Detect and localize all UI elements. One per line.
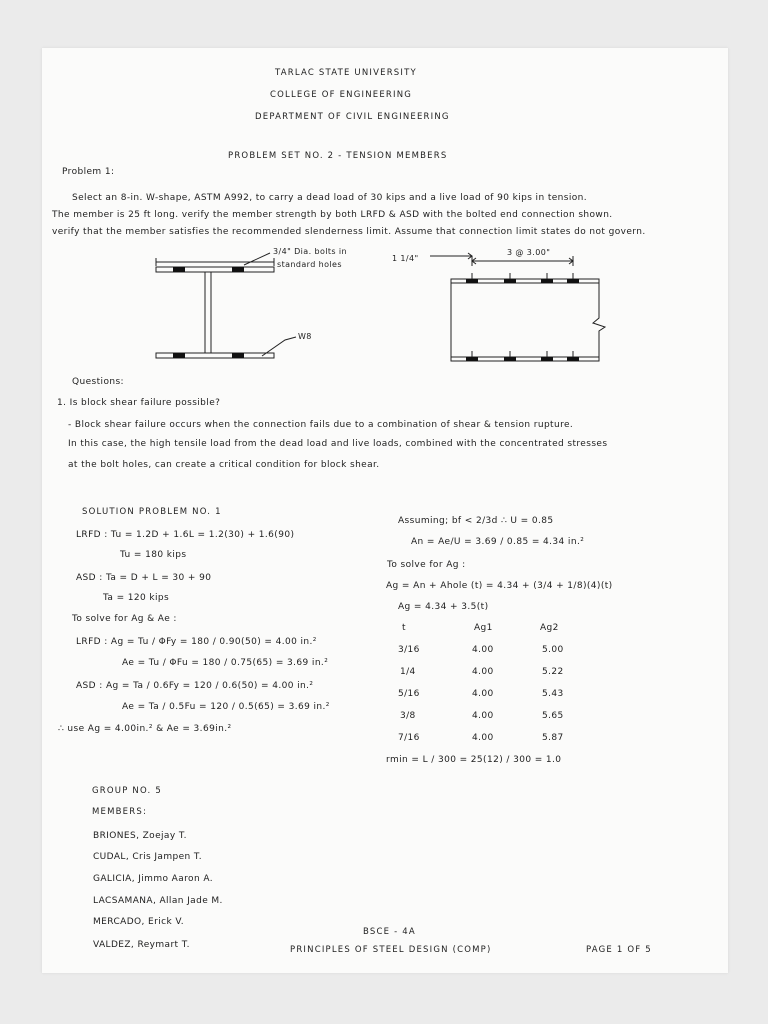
table-row-4-ag2: 5.65 (542, 711, 564, 721)
member-4: LACSAMANA, Allan Jade M. (93, 896, 223, 906)
asd-ae: Ae = Ta / 0.5Fu = 120 / 0.5(65) = 3.69 in.² (122, 702, 330, 712)
table-row-5-ag1: 4.00 (472, 733, 494, 743)
member-6: VALDEZ, Reymart T. (93, 940, 190, 950)
asd-ag: ASD : Ag = Ta / 0.6Fy = 120 / 0.6(50) = 4.00 in.² (76, 681, 314, 691)
answer-line-1: - Block shear failure occurs when the connection fails due to a combination of shear & tension rupture. (68, 420, 574, 430)
table-row-1-ag1: 4.00 (472, 645, 494, 655)
bolt-note-2: standard holes (277, 260, 342, 269)
lrfd-result: Tu = 180 kips (120, 550, 187, 560)
table-row-3-t: 5/16 (398, 689, 420, 699)
member-2: CUDAL, Cris Jampen T. (93, 852, 203, 862)
assume-u: Assuming; bf < 2/3d ∴ U = 0.85 (398, 516, 554, 526)
table-row-1-t: 3/16 (398, 645, 420, 655)
table-row-2-ag1: 4.00 (472, 667, 494, 677)
group-label: GROUP NO. 5 (92, 786, 162, 796)
table-header-ag2: Ag2 (540, 623, 559, 633)
table-row-4-t: 3/8 (400, 711, 416, 721)
department-name: DEPARTMENT OF CIVIL ENGINEERING (255, 112, 450, 122)
edge-distance-dim: 1 1/4" (392, 254, 419, 263)
table-row-5-t: 7/16 (398, 733, 420, 743)
an-calc: An = Ae/U = 3.69 / 0.85 = 4.34 in.² (411, 537, 585, 547)
footer-section: BSCE - 4A (363, 927, 416, 937)
problem-set-title: PROBLEM SET NO. 2 - TENSION MEMBERS (228, 151, 448, 161)
table-row-4-ag1: 4.00 (472, 711, 494, 721)
ag-simplified: Ag = 4.34 + 3.5(t) (398, 602, 489, 612)
lrfd-ag: LRFD : Ag = Tu / ΦFy = 180 / 0.90(50) = 4.00 in.² (76, 637, 317, 647)
problem-label: Problem 1: (62, 167, 115, 177)
footer-course: PRINCIPLES OF STEEL DESIGN (COMP) (290, 945, 492, 955)
problem-line-3: verify that the member satisfies the recommended slenderness limit. Assume that connection limit states do not govern. (52, 227, 646, 237)
members-label: MEMBERS: (92, 807, 148, 817)
solve-ag-ae: To solve for Ag & Ae : (72, 614, 177, 624)
college-name: COLLEGE OF ENGINEERING (270, 90, 413, 100)
bolt-spacing-dim: 3 @ 3.00" (507, 248, 551, 257)
section-label: W8 (298, 332, 312, 341)
question-1: 1. Is block shear failure possible? (57, 398, 221, 408)
member-3: GALICIA, Jimmo Aaron A. (93, 874, 213, 884)
solution-heading: SOLUTION PROBLEM NO. 1 (82, 507, 222, 517)
ag-formula: Ag = An + Ahole (t) = 4.34 + (3/4 + 1/8)(4)(t) (386, 581, 613, 591)
table-row-2-ag2: 5.22 (542, 667, 564, 677)
table-header-ag1: Ag1 (474, 623, 493, 633)
table-header-t: t (402, 623, 406, 633)
rmin-calc: rmin = L / 300 = 25(12) / 300 = 1.0 (386, 755, 562, 765)
footer-page: PAGE 1 OF 5 (586, 945, 652, 955)
table-row-1-ag2: 5.00 (542, 645, 564, 655)
asd-result: Ta = 120 kips (103, 593, 170, 603)
table-row-3-ag2: 5.43 (542, 689, 564, 699)
table-row-5-ag2: 5.87 (542, 733, 564, 743)
member-1: BRIONES, Zoejay T. (93, 831, 187, 841)
lrfd-ae: Ae = Tu / ΦFu = 180 / 0.75(65) = 3.69 in.² (122, 658, 329, 668)
answer-line-3: at the bolt holes, can create a critical condition for block shear. (68, 460, 380, 470)
problem-line-2: The member is 25 ft long. verify the member strength by both LRFD & ASD with the bolted end connection shown. (52, 210, 613, 220)
use-ag-ae: ∴ use Ag = 4.00in.² & Ae = 3.69in.² (58, 724, 232, 734)
lrfd-load: LRFD : Tu = 1.2D + 1.6L = 1.2(30) + 1.6(90) (76, 530, 295, 540)
solve-ag: To solve for Ag : (387, 560, 466, 570)
questions-heading: Questions: (72, 377, 124, 387)
university-name: TARLAC STATE UNIVERSITY (275, 68, 417, 78)
problem-line-1: Select an 8-in. W-shape, ASTM A992, to carry a dead load of 30 kips and a live load of 90 kips in tension. (72, 193, 588, 203)
table-row-3-ag1: 4.00 (472, 689, 494, 699)
asd-load: ASD : Ta = D + L = 30 + 90 (76, 573, 212, 583)
table-row-2-t: 1/4 (400, 667, 416, 677)
member-5: MERCADO, Erick V. (93, 917, 184, 927)
bolt-note-1: 3/4" Dia. bolts in (273, 247, 348, 256)
answer-line-2: In this case, the high tensile load from the dead load and live loads, combined with the concentrated stresses (68, 439, 608, 449)
